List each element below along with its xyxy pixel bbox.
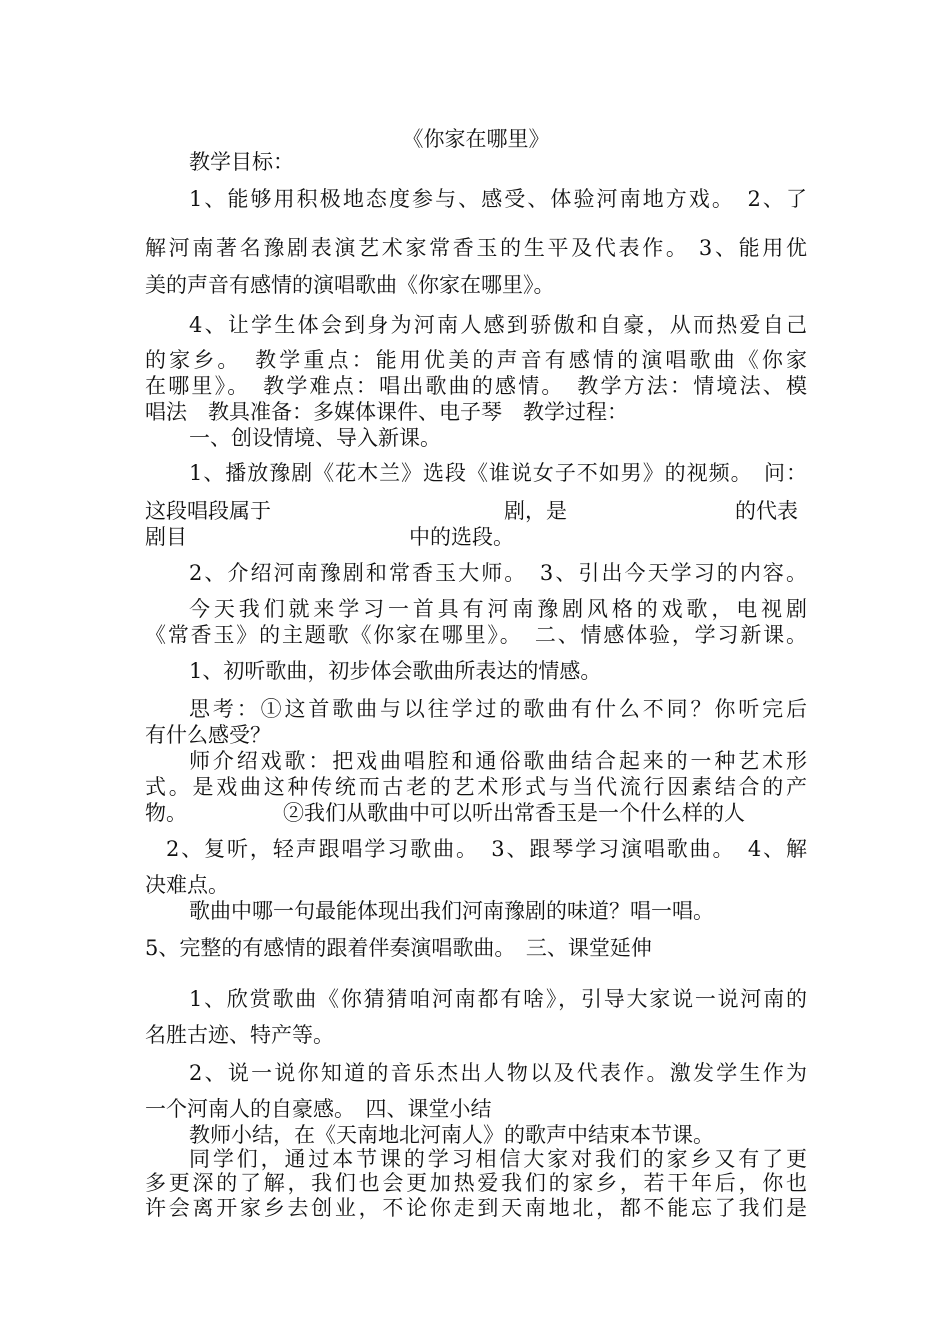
paragraph-line: 式。是戏曲这种传统而古老的艺术形式与当代流行因素结合的产 (145, 775, 807, 799)
section-heading: 一、创设情境、导入新课。 (189, 426, 441, 450)
paragraph-line: 一个河南人的自豪感。 四、课堂小结 (145, 1097, 492, 1121)
fill-blank-text: 剧，是 (504, 499, 567, 523)
paragraph-line: 2、复听，轻声跟唱学习歌曲。 3、跟琴学习演唱歌曲。 4、解 (166, 837, 807, 861)
document-title: 《你家在哪里》 (402, 127, 550, 151)
section-heading-objectives: 教学目标： (189, 150, 294, 174)
fill-blank-text: 中的选段。 (409, 525, 514, 549)
paragraph-line: 《常香玉》的主题歌《你家在哪里》。 二、情感体验，学习新课。 (145, 623, 807, 647)
paragraph-line: 2、介绍河南豫剧和常香玉大师。 3、引出今天学习的内容。 (189, 561, 807, 585)
paragraph-line: 1、欣赏歌曲《你猜猜咱河南都有啥》，引导大家说一说河南的 (189, 987, 807, 1011)
paragraph-line: 物。 (145, 801, 187, 825)
paragraph-line: 的家乡。 教学重点：能用优美的声音有感情的演唱歌曲《你家 (145, 348, 807, 372)
paragraph-line: 1、播放豫剧《花木兰》选段《谁说女子不如男》的视频。 问： (189, 461, 807, 485)
paragraph-line: 今天我们就来学习一首具有河南豫剧风格的戏歌，电视剧 (189, 597, 807, 621)
paragraph-line: 2、说一说你知道的音乐杰出人物以及代表作。激发学生作为 (189, 1061, 807, 1085)
paragraph-line: 许会离开家乡去创业，不论你走到天南地北，都不能忘了我们是 (145, 1196, 807, 1220)
paragraph-line: 1、能够用积极地态度参与、感受、体验河南地方戏。 2、了 (189, 187, 807, 211)
paragraph-line: 4、让学生体会到身为河南人感到骄傲和自豪，从而热爱自己 (189, 313, 807, 337)
paragraph-line: 美的声音有感情的演唱歌曲《你家在哪里》。 (145, 273, 555, 297)
paragraph-line: ②我们从歌曲中可以听出常香玉是一个什么样的人 (283, 801, 745, 825)
paragraph-line: 唱法 教具准备：多媒体课件、电子琴 教学过程： (145, 400, 628, 424)
paragraph-line: 教师小结，在《天南地北河南人》的歌声中结束本节课。 (189, 1123, 714, 1147)
paragraph-line: 同学们，通过本节课的学习相信大家对我们的家乡又有了更 (189, 1147, 807, 1171)
paragraph-line: 有什么感受？ (145, 723, 271, 747)
paragraph-line: 多更深的了解，我们也会更加热爱我们的家乡，若干年后，你也 (145, 1171, 807, 1195)
fill-blank-text: 的代表 (735, 499, 798, 523)
paragraph-line: 解河南著名豫剧表演艺术家常香玉的生平及代表作。 3、能用优 (145, 236, 807, 260)
fill-blank-text: 剧目 (145, 525, 187, 549)
paragraph-line: 决难点。 (145, 873, 229, 897)
paragraph-line: 1、初听歌曲，初步体会歌曲所表达的情感。 (189, 659, 602, 683)
fill-blank-text: 这段唱段属于 (145, 499, 271, 523)
paragraph-line: 师介绍戏歌：把戏曲唱腔和通俗歌曲结合起来的一种艺术形 (189, 749, 807, 773)
paragraph-line: 思考：①这首歌曲与以往学过的歌曲有什么不同？你听完后 (189, 697, 807, 721)
paragraph-line: 在哪里》。 教学难点：唱出歌曲的感情。 教学方法：情境法、模 (145, 374, 807, 398)
paragraph-line: 歌曲中哪一句最能体现出我们河南豫剧的味道？唱一唱。 (189, 899, 714, 923)
paragraph-line: 5、完整的有感情的跟着伴奏演唱歌曲。 三、课堂延伸 (145, 936, 652, 960)
paragraph-line: 名胜古迹、特产等。 (145, 1023, 334, 1047)
